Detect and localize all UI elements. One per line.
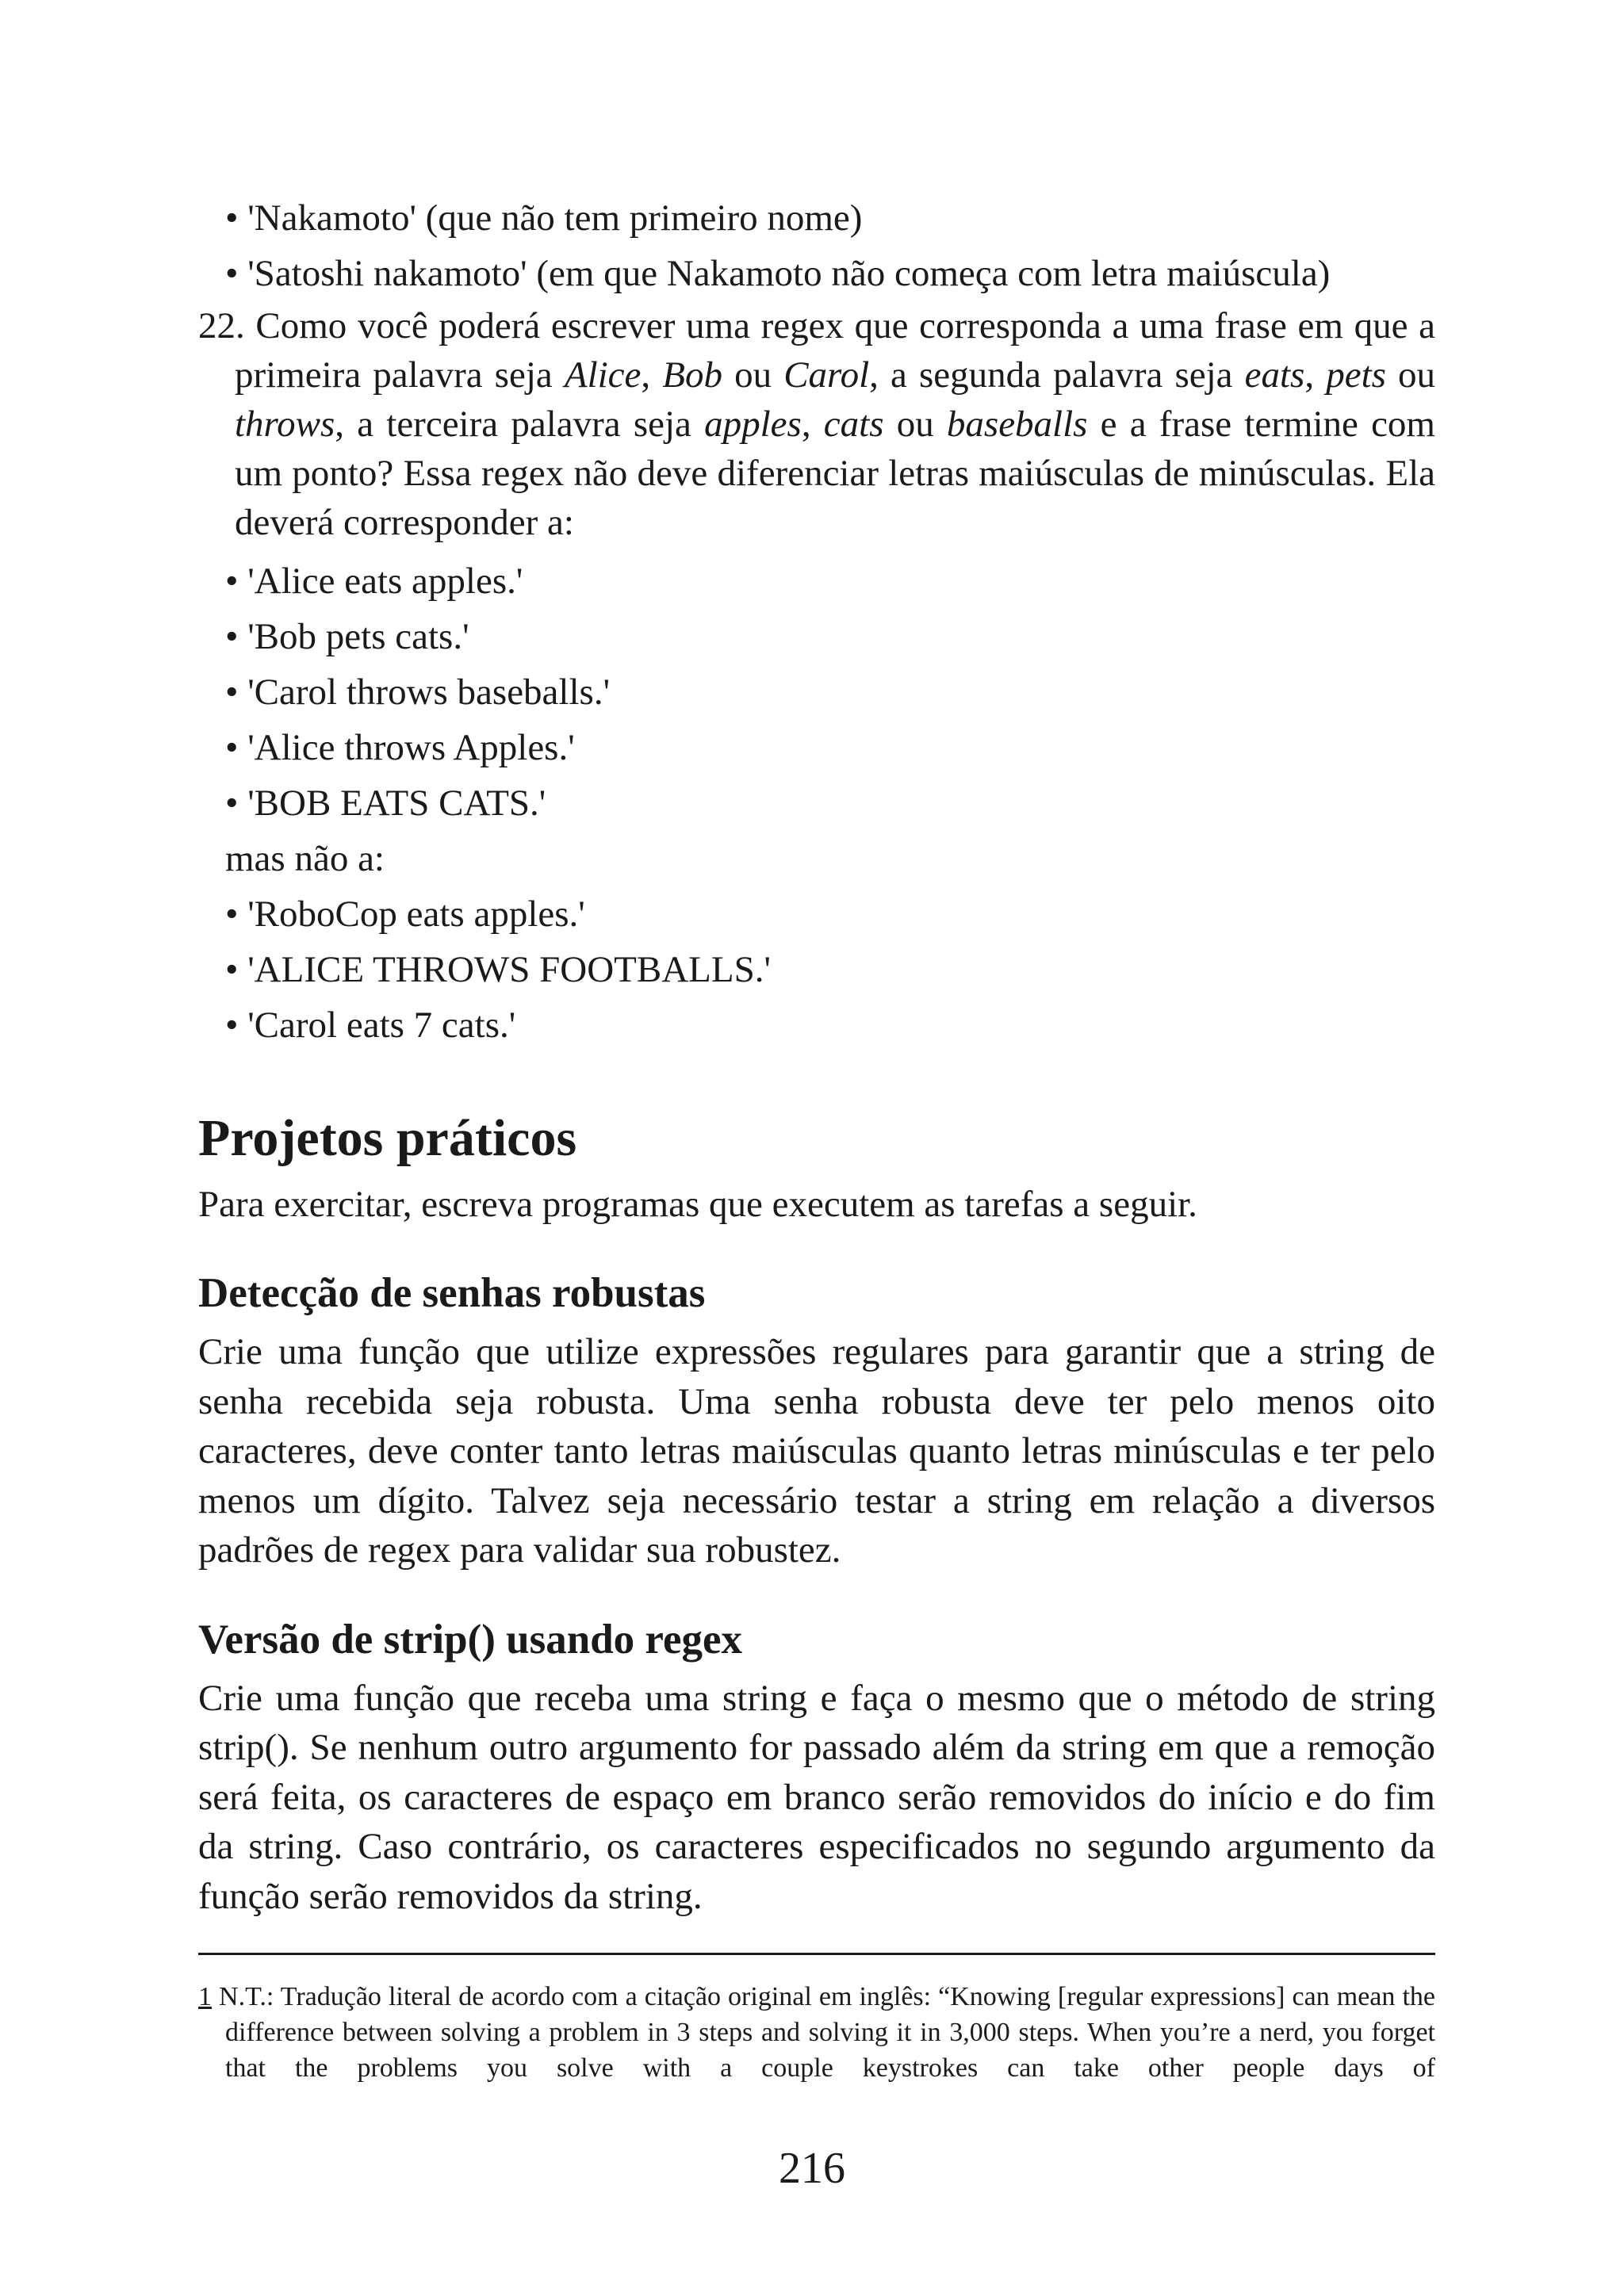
footnote-divider [198, 1953, 1435, 1955]
emphasis: Alice [564, 354, 642, 396]
project-title: Versão de strip() usando regex [198, 1616, 743, 1663]
project-body: Crie uma função que receba uma string e faça o mesmo que o método de string strip(). Se nenhum outro argumento for passado além da string em que a remoção será feita, os caracteres de espaço em branco serão removidos do início e do fim da string. Caso contrário, os caracteres especificados no segundo argumento da função serão removidos da string. [198, 1677, 1435, 1917]
project-body: Crie uma função que utilize expressões regulares para garantir que a string de senha recebida seja robusta. Uma senha robusta deve ter pelo menos oito caracteres, deve conter tanto letras maiúsculas quanto letras minúsculas e ter pelo menos um dígito. Talvez seja necessário testar a string em relação a diversos padrões de regex para validar sua robustez. [198, 1331, 1435, 1571]
page-number: 216 [779, 2144, 845, 2193]
section-intro: Para exercitar, escreva programas que executem as tarefas a seguir. [198, 1184, 1197, 1225]
emphasis: Carol [783, 354, 870, 396]
footnote-marker[interactable]: 1 [198, 1982, 212, 2011]
emphasis: pets [1326, 354, 1386, 396]
emphasis: cats [823, 404, 884, 445]
non-match-item: • 'RoboCop eats apples.' [225, 886, 1435, 942]
but-not-label: mas não a: [225, 838, 385, 879]
match-item: • 'Alice eats apples.' [225, 553, 1435, 609]
emphasis: apples [704, 404, 802, 445]
page-body [198, 190, 1435, 2113]
non-match-item: • 'Carol eats 7 cats.' [225, 997, 1435, 1053]
list-item: • 'Satoshi nakamoto' (em que Nakamoto não começa com letra maiúscula) [225, 246, 1435, 301]
match-item: • 'Bob pets cats.' [225, 609, 1435, 664]
emphasis: throws [235, 404, 335, 445]
emphasis: Bob [662, 354, 722, 396]
question-22: 22. Como você poderá escrever uma regex que corresponda a uma frase em que a primeira palavra seja Alice, Bob ou Carol, a segunda palavra seja eats, pets ou throws, a terceira palavra seja apples, cats ou baseballs e a frase termine com um ponto? Essa regex não deve diferenciar letras maiúsculas de minúsculas. Ela deverá corresponder a: [198, 305, 1436, 543]
match-item: • 'BOB EATS CATS.' [225, 775, 1435, 831]
match-item: • 'Carol throws baseballs.' [225, 664, 1435, 720]
project-title: Detecção de senhas robustas [198, 1270, 706, 1316]
emphasis: baseballs [946, 404, 1088, 445]
list-item: • 'Nakamoto' (que não tem primeiro nome) [225, 190, 1435, 246]
footnote-text: N.T.: Tradução literal de acordo com a citação original em inglês: “Knowing [regular expressions] can mean the difference between solving a problem in 3 steps and solving it in 3,000 steps. When you’re a nerd, you forget that the problems you solve with a couple keystrokes can take other people days of [212, 1982, 1435, 2083]
footnote [198, 1979, 1435, 2086]
non-match-item: • 'ALICE THROWS FOOTBALLS.' [225, 942, 1435, 997]
question-number: 22. [198, 305, 245, 346]
section-title: Projetos práticos [198, 1109, 577, 1167]
match-item: • 'Alice throws Apples.' [225, 720, 1435, 775]
emphasis: eats [1244, 354, 1305, 396]
